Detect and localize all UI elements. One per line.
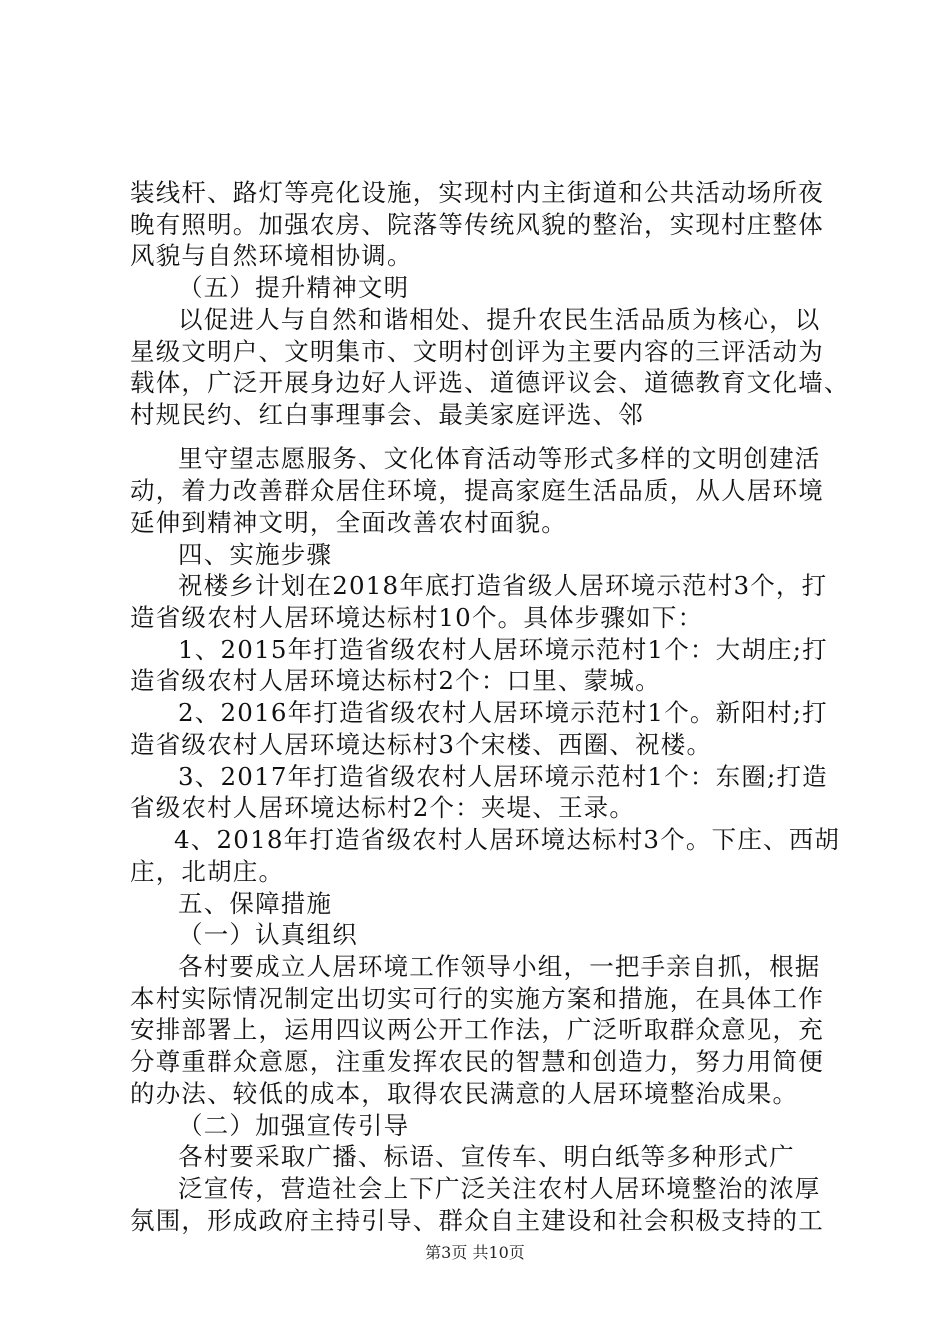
text-line: 以促进人与自然和谐相处、提升农民生活品质为核心，以 <box>178 304 821 334</box>
section-heading: （一）认真组织 <box>178 920 358 950</box>
text-line: 祝楼乡计划在2018年底打造省级人居环境示范村3个，打 <box>178 571 828 601</box>
text-line: 各村要成立人居环境工作领导小组，一把手亲自抓，根据 <box>178 952 821 981</box>
text-line: 载体，广泛开展身边好人评选、道德评议会、道德教育文化墙、 <box>130 368 850 398</box>
text-line: 本村实际情况制定出切实可行的实施方案和措施，在具体工作 <box>130 983 824 1013</box>
text-line: 村规民约、红白事理事会、最美家庭评选、邻 <box>130 400 644 430</box>
text-line: 4、2018年打造省级农村人居环境达标村3个。下庄、西胡 <box>174 825 841 855</box>
text-line: 造省级农村人居环境达标村3个宋楼、西圈、祝楼。 <box>130 729 713 759</box>
text-line: 氛围，形成政府主持引导、群众自主建设和社会积极支持的工 <box>130 1205 824 1235</box>
text-line: 延伸到精神文明，全面改善农村面貌。 <box>130 507 567 537</box>
text-line: 2、2016年打造省级农村人居环境示范村1个。新阳村;打 <box>178 698 828 728</box>
text-line: 风貌与自然环境相协调。 <box>130 241 413 271</box>
text-line: 分尊重群众意愿，注重发挥农民的智慧和创造力，努力用简便 <box>130 1047 824 1077</box>
text-line: 泛宣传，营造社会上下广泛关注农村人居环境整治的浓厚 <box>178 1174 821 1204</box>
text-line: 1、2015年打造省级农村人居环境示范村1个：大胡庄;打 <box>178 634 828 664</box>
text-line: 各村要采取广播、标语、宣传车、明白纸等多种形式广 <box>178 1142 795 1172</box>
text-line: 庄，北胡庄。 <box>130 856 285 886</box>
text-line: 星级文明户、文明集市、文明村创评为主要内容的三评活动为 <box>130 336 824 366</box>
page-number-footer: 第3页 共10页 <box>425 1243 525 1262</box>
text-line: 省级农村人居环境达标村2个：夹堤、王录。 <box>130 793 636 823</box>
text-line: 安排部署上，运用四议两公开工作法，广泛听取群众意见，充 <box>130 1015 824 1045</box>
text-line: 的办法、较低的成本，取得农民满意的人居环境整治成果。 <box>130 1078 799 1108</box>
section-heading: （五）提升精神文明 <box>178 273 410 303</box>
text-line: 里守望志愿服务、文化体育活动等形式多样的文明创建活 <box>178 444 821 474</box>
text-line: 3、2017年打造省级农村人居环境示范村1个：东圈;打造 <box>178 761 828 791</box>
text-line: 装线杆、路灯等亮化设施，实现村内主街道和公共活动场所夜 <box>130 178 824 207</box>
section-heading: 四、实施步骤 <box>178 539 333 569</box>
section-heading: （二）加强宣传引导 <box>178 1110 410 1140</box>
text-line: 动，着力改善群众居住环境，提高家庭生活品质，从人居环境 <box>130 476 824 506</box>
text-line: 晚有照明。加强农房、院落等传统风貌的整治，实现村庄整体 <box>130 209 824 239</box>
text-line: 造省级农村人居环境达标村2个：口里、蒙城。 <box>130 666 661 696</box>
section-heading: 五、保障措施 <box>178 888 333 918</box>
text-line: 造省级农村人居环境达标村10个。具体步骤如下： <box>130 602 704 632</box>
